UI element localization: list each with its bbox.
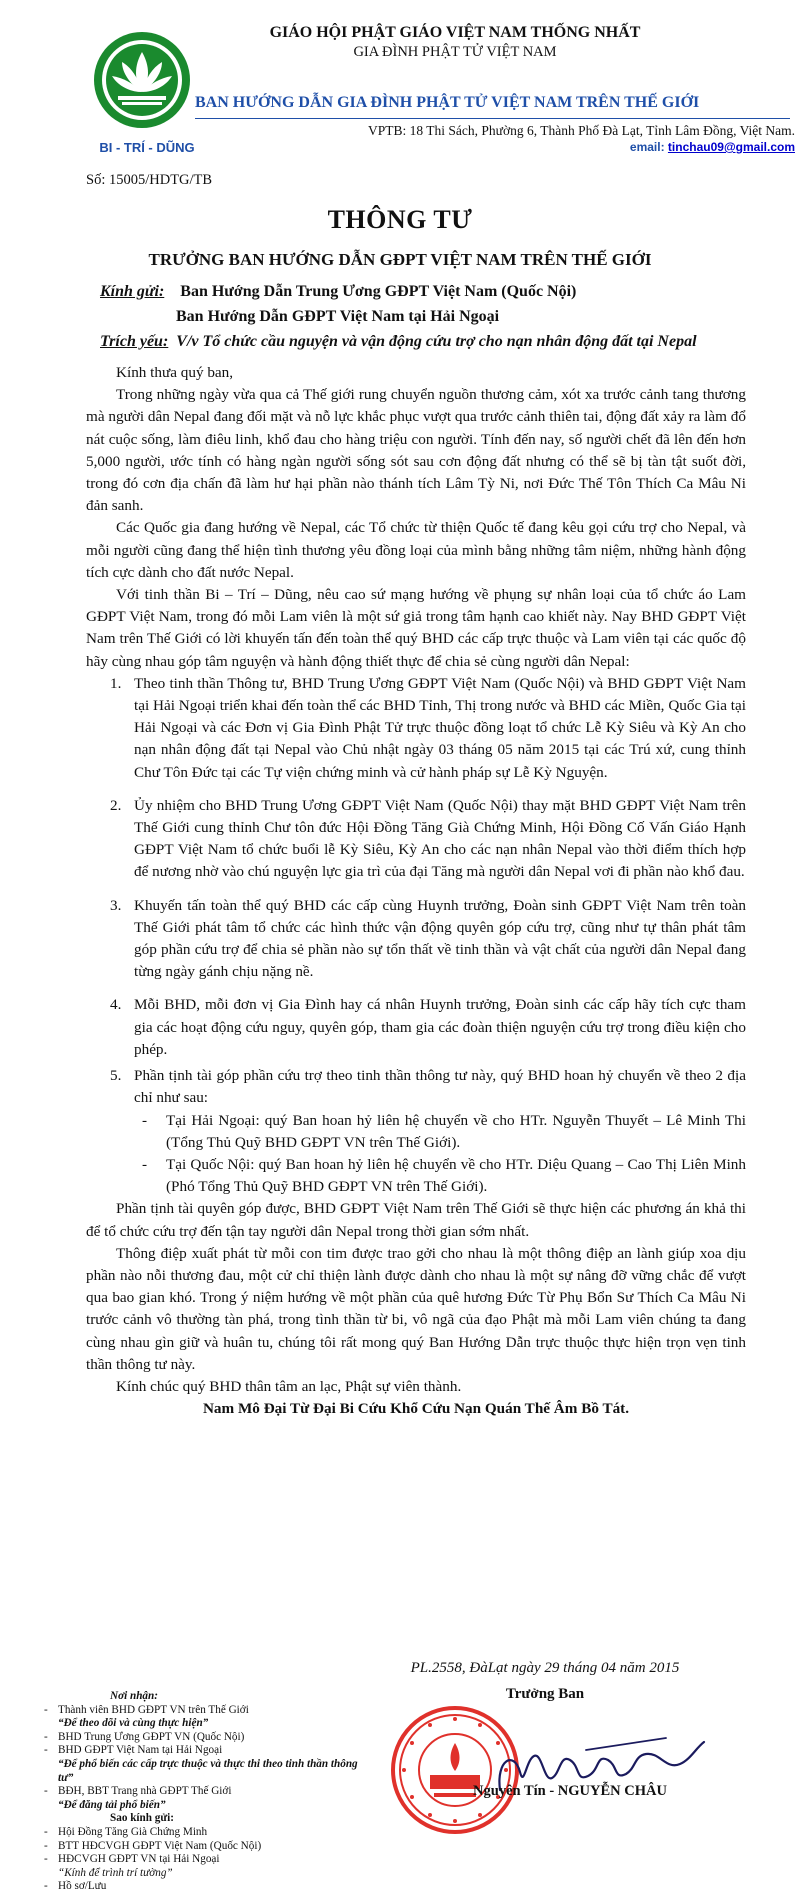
cc-line: - HĐCVGH GĐPT VN tại Hải Ngoại xyxy=(44,1853,220,1866)
list-item xyxy=(86,994,746,1061)
cc-line: - BTT HĐCVGH GĐPT Việt Nam (Quốc Nội) xyxy=(44,1839,262,1852)
organization-name: GIÁO HỘI PHẬT GIÁO VIỆT NAM THỐNG NHẤT xyxy=(269,24,641,41)
recipient-line: - BHD Trung Ương GĐPT VN (Quốc Nội) xyxy=(44,1730,245,1743)
list-item-text: Ủy nhiệm cho BHD Trung Ương GĐPT Việt Nam (Quốc Nội) thay mặt BHD GĐPT Việt Nam trên Thế Giới cung thỉnh Chư tôn đức Hội Đồng Tăng Già Chứng Minh, Hội Đồng Cố Vấn Giáo Hạnh GĐPT Việt Nam tổ chức buổi lễ Kỳ Siêu, Kỳ An cho các nạn nhân Nepal vào thời điểm thích hợp để nương nhờ vào chú nguyện lực gia trì của đại Tăng mà người dân Nepal vơi đi phần nào khổ đau. xyxy=(134,796,746,881)
list-item xyxy=(86,1065,746,1198)
subject-text: V/v Tổ chức cầu nguyện và vận động cứu trợ cho nạn nhân động đất tại Nepal xyxy=(176,333,697,350)
header-divider xyxy=(195,118,790,119)
handwritten-signature xyxy=(490,1720,720,1815)
subject-line xyxy=(100,333,697,351)
sub-list-item-text: Tại Quốc Nội: quý Ban hoan hỷ liên hệ chuyển về cho HTr. Diệu Quang – Cao Thị Liên Minh (Phó Tổng Thủ Quỹ BHD GĐPT VN trên Thế Giới). xyxy=(166,1155,746,1196)
sub-list-item: - Tại Hải Ngoại: quý Ban hoan hỷ liên hệ chuyển về cho HTr. Nguyễn Thuyết – Lê Minh Thi (Tổng Thủ Quỹ BHD GĐPT VN trên Thế Giới). xyxy=(142,1111,746,1151)
paragraph-5: Thông điệp xuất phát từ mỗi con tim được trao gởi cho nhau là một thông điệp an lành giúp xoa dịu phần nào nỗi thương đau, một cử chỉ thiện lành được dành cho nhau là một sự nâng đỡ vững chắc để vượt qua bao gian khó. Trong ý niệm hướng về một phần của quê hương Đức Từ Phụ Bổn Sư Thích Ca Mâu Ni trước cảnh vô thường tàn phá, trong tình thần từ bi, vô ngã của đạo Phật mà mỗi Lam viên chúng ta đang cùng nhau gìn giữ và huân tu, chúng tôi rất mong quý Ban Hướng Dẫn trực thuộc thực hiện trọn vẹn tinh thần thông tư này. xyxy=(86,1244,746,1373)
gdpt-lotus-logo xyxy=(92,30,192,130)
greeting: Kính thưa quý ban, xyxy=(116,364,234,381)
list-number: 2. xyxy=(110,796,122,814)
paragraph-2: Các Quốc gia đang hướng về Nepal, các Tổ chức từ thiện Quốc tế đang kêu gọi cứu trợ cho Nepal, và mỗi người cũng đang thể hiện tình thương yêu đồng loại của mình bằng những tâm niệm, những hành động tích cực dành cho đất nước Nepal. xyxy=(86,519,746,581)
list-item xyxy=(86,795,746,884)
recipient-line: - BĐH, BBT Trang nhà GĐPT Thế Giới xyxy=(44,1785,232,1798)
document-title: THÔNG TƯ xyxy=(327,205,473,234)
closing-chant: Nam Mô Đại Từ Đại Bi Cứu Khổ Cứu Nạn Quán Thế Âm Bồ Tát. xyxy=(202,1400,630,1418)
email-label: email: xyxy=(629,140,665,154)
list-number: 3. xyxy=(110,896,122,914)
recipient-note: “Để phổ biến các cấp trực thuộc và thực thi theo tinh thần thông tư” xyxy=(58,1757,358,1784)
action-list xyxy=(86,673,746,1198)
addressee-2: Ban Hướng Dẫn GĐPT Việt Nam tại Hải Ngoại xyxy=(176,308,500,325)
recipient-note: “Để theo dõi và cùng thực hiện” xyxy=(58,1717,209,1730)
sub-list-item-text: Tại Hải Ngoại: quý Ban hoan hỷ liên hệ chuyển về cho HTr. Nguyễn Thuyết – Lê Minh Thi (Tổng Thủ Quỹ BHD GĐPT VN trên Thế Giới). xyxy=(166,1111,746,1151)
motto: BI - TRÍ - DŨNG xyxy=(99,140,195,155)
addressee-label: Kính gửi: xyxy=(100,283,165,300)
document-subtitle: TRƯỞNG BAN HƯỚNG DẪN GĐPT VIỆT NAM TRÊN THẾ GIỚI xyxy=(148,250,652,269)
issuing-board-name: BAN HƯỚNG DẪN GIA ĐÌNH PHẬT TỬ VIỆT NAM TRÊN THẾ GIỚI xyxy=(195,94,700,111)
signing-date: PL.2558, ĐàLạt ngày 29 tháng 04 năm 2015 xyxy=(410,1660,680,1676)
list-number: 5. xyxy=(110,1067,122,1085)
signer-name: Nguyên Tín - NGUYỄN CHÂU xyxy=(473,1783,667,1799)
list-item xyxy=(86,895,746,984)
list-item-text: Khuyến tấn toàn thể quý BHD các cấp cùng Huynh trưởng, Đoàn sinh GĐPT Việt Nam trên toàn Thế Giới phát tâm tổ chức các hình thức vận động quyên góp cứu trợ, cũng như tự thân phát tâm góp phần cứu trợ để chia sẻ phần nào sự tổn thất về tinh thần và vật chất của người dân Nepal đang từng ngày gánh chịu nặng nề. xyxy=(134,896,746,981)
reference-number: Số: 15005/HDTG/TB xyxy=(86,172,213,188)
list-number: 1. xyxy=(110,674,122,692)
list-item-text: Theo tinh thần Thông tư, BHD Trung Ương GĐPT Việt Nam (Quốc Nội) và BHD GĐPT Việt Nam tại Hải Ngoại triển khai đến toàn thể các BHD Tỉnh, Thị trong nước và BHD các Miền, Quốc Gia tại Hải Ngoại và các Đơn vị Gia Đình Phật Tử trực thuộc đồng loạt tổ chức Lễ Kỳ Siêu và Kỳ An cho nạn nhân động đất tại Nepal vào Chủ nhật ngày 03 tháng 05 năm 2015 tại các Trú xứ, cung thỉnh Chư Tôn Đức tại các Tự viện chứng minh và cử hành pháp sự Lễ Kỳ Nguyện. xyxy=(134,674,746,781)
sub-list-item: - Tại Quốc Nội: quý Ban hoan hỷ liên hệ chuyển về cho HTr. Diệu Quang – Cao Thị Liên Minh (Phó Tổng Thủ Quỹ BHD GĐPT VN trên Thế Giới). xyxy=(142,1155,746,1196)
transfer-addresses xyxy=(134,1110,746,1199)
recipient-line: - BHD GĐPT Việt Nam tại Hải Ngoại xyxy=(44,1744,223,1757)
paragraph-3: Với tinh thần Bi – Trí – Dũng, nêu cao sứ mạng hướng về phụng sự nhân loại của tổ chức áo Lam GĐPT Việt Nam, trong đó mỗi Lam viên là một sứ giả trong tâm hạnh cao khiết này. Nay BHD GĐPT Việt Nam trên Thế Giới có lời khuyến tấn đến toàn thể quý BHD các cấp trực thuộc và Lam viên tại các quốc độ hãy cùng nhau góp tâm nguyện và hành động thiết thực để chia sẻ cùng người dân Nepal: xyxy=(86,586,746,670)
addressee-1: Ban Hướng Dẫn Trung Ương GĐPT Việt Nam (Quốc Nội) xyxy=(180,283,577,300)
paragraph-1: Trong những ngày vừa qua cả Thế giới rung chuyển nguồn thương cảm, xót xa trước cảnh tang thương mà người dân Nepal đang đối mặt và nỗ lực khắc phục vượt qua trước cảnh thiên tai, động đất xảy ra làm đổ nát cuộc sống, làm điêu linh, khổ đau cho hàng triệu con người. Tính đến nay, số người chết đã lên đến hơn 5,000 người, ước tính có hàng ngàn người sống sót sau cơn động đất nhưng có thể sẽ bị tàn tật suốt đời, trong đó cơn địa chấn đã làm hư hại phần nào thánh tích Lâm Tỳ Ni, nơi Đức Thế Tôn Thích Ca Mâu Ni đản sanh. xyxy=(86,386,746,515)
subject-label: Trích yếu: xyxy=(100,333,169,350)
closing-blessing: Kính chúc quý BHD thân tâm an lạc, Phật sự viên thành. xyxy=(116,1377,462,1395)
addressee-line-1 xyxy=(100,283,576,301)
recipients-heading: Nơi nhận: xyxy=(110,1690,158,1702)
recipients-block xyxy=(40,1690,360,1894)
organization-subname: GIA ĐÌNH PHẬT TỬ VIỆT NAM xyxy=(353,44,557,60)
signer-role: Trưởng Ban xyxy=(505,1686,585,1702)
list-item xyxy=(86,673,746,784)
cc-note: “Kính để trình trí tường” xyxy=(58,1866,173,1879)
email-link[interactable]: tinchau09@gmail.com xyxy=(667,140,795,154)
recipient-line: - Thành viên BHD GĐPT VN trên Thế Giới xyxy=(44,1703,249,1716)
email-line xyxy=(240,140,795,154)
addressee-line-2 xyxy=(100,308,499,326)
list-item-text: Mỗi BHD, mỗi đơn vị Gia Đình hay cá nhân Huynh trưởng, Đoàn sinh các cấp hãy tích cực tham gia các hoạt động cứu nguy, quyên góp, tham gia các đoàn thiện nguyện cứu trợ trong điều kiện cho phép. xyxy=(134,996,746,1058)
cc-line: - Hồ sơ/Lưu xyxy=(44,1880,107,1893)
list-number: 4. xyxy=(110,996,122,1014)
list-item-text: Phần tịnh tài góp phần cứu trợ theo tinh thần thông tư này, quý BHD hoan hỷ chuyển về theo 2 địa chỉ như sau: xyxy=(134,1067,746,1107)
cc-heading: Sao kính gửi: xyxy=(110,1812,174,1825)
cc-line: - Hội Đồng Tăng Già Chứng Minh xyxy=(44,1825,208,1838)
office-address: VPTB: 18 Thi Sách, Phường 6, Thành Phố Đà Lạt, Tỉnh Lâm Đồng, Việt Nam. xyxy=(368,123,795,138)
recipient-note: “Để đăng tải phổ biến” xyxy=(58,1798,166,1811)
paragraph-4: Phần tịnh tài quyên góp được, BHD GĐPT Việt Nam trên Thế Giới sẽ thực hiện các phương án khả thi để tổ chức cứu trợ đến tận tay người dân Nepal trong thời gian sớm nhất. xyxy=(86,1200,746,1240)
document-body xyxy=(86,362,746,1420)
